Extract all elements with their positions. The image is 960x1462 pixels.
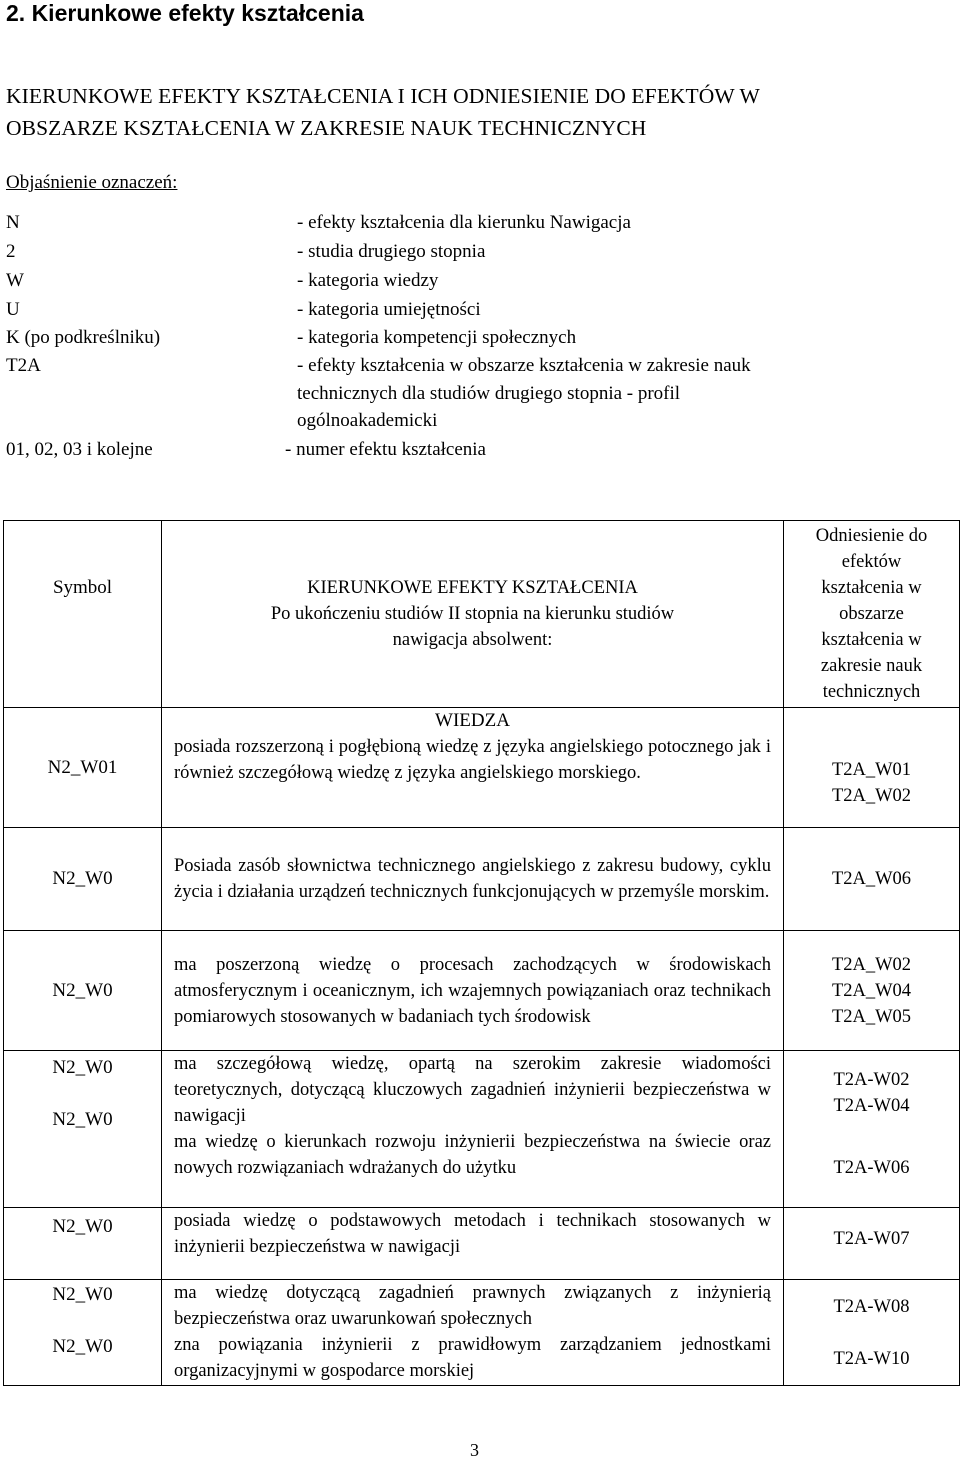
legend-key-k: K (po podkreślniku) (6, 327, 161, 348)
header-ref-line-1: Odniesienie do (815, 526, 928, 546)
symbol-text: N2_W0 (52, 1109, 113, 1130)
reference-text: T2A-W04 (833, 1096, 910, 1116)
row-reference (784, 708, 960, 828)
row-reference (784, 1280, 960, 1386)
description-text: Posiada zasób słownictwa technicznego angielskiego z zakresu budowy, cyklu życia i działania urządzeń technicznych funkcjonujących w przemyśle morskim. (174, 856, 771, 902)
header-ref-line-4: obszarze (839, 604, 904, 624)
symbol-text: N2_W0 (52, 1216, 113, 1237)
reference-text: T2A_W01 (831, 759, 912, 780)
explanation-label: Objaśnienie oznaczeń: (6, 172, 178, 193)
row-symbol (4, 828, 162, 931)
page-number: 3 (470, 1440, 479, 1460)
document-title-line-2: OBSZARZE KSZTAŁCENIA W ZAKRESIE NAUK TECHNICZNYCH (6, 116, 647, 140)
description-text: ma wiedzę o kierunkach rozwoju inżynierii bezpieczeństwa na świecie oraz nowych rozwiązaniach wdrażanych do użytku (174, 1132, 771, 1178)
row-description (162, 931, 784, 1051)
reference-text: T2A-W08 (833, 1297, 910, 1317)
legend-value-t2a: - efekty kształcenia w obszarze kształcenia w zakresie nauk (297, 355, 751, 376)
table-header-row (4, 521, 960, 708)
legend-key-t2a: T2A (6, 355, 41, 376)
symbol-text: N2_W0 (52, 868, 113, 889)
row-reference (784, 1208, 960, 1280)
legend-key-u: U (6, 299, 20, 320)
row-symbol (4, 1280, 162, 1386)
header-ref-line-5: kształcenia w (821, 630, 922, 650)
description-text: posiada rozszerzoną i pogłębioną wiedzę z języka angielskiego potocznego jak i również szczegółową wiedzę z języka angielskiego morskiego. (174, 737, 771, 783)
header-description (162, 521, 784, 708)
category-wiedza: WIEDZA (435, 710, 510, 731)
legend-value-2: - studia drugiego stopnia (297, 241, 486, 262)
description-text: posiada wiedzę o podstawowych metodach i technikach stosowanych w inżynierii bezpieczeństwa w nawigacji (174, 1211, 771, 1257)
legend-value-u: - kategoria umiejętności (297, 299, 481, 320)
header-reference (784, 521, 960, 708)
section-heading: 2. Kierunkowe efekty kształcenia (6, 0, 364, 26)
row-description (162, 708, 784, 828)
symbol-text: N2_W0 (52, 1284, 113, 1305)
row-description (162, 1051, 784, 1208)
table-row (4, 931, 960, 1051)
header-desc-line-1: KIERUNKOWE EFEKTY KSZTAŁCENIA (307, 578, 638, 598)
document-title-line-1: KIERUNKOWE EFEKTY KSZTAŁCENIA I ICH ODNIESIENIE DO EFEKTÓW W (6, 84, 760, 108)
legend-key-w: W (6, 270, 24, 291)
row-symbol (4, 1051, 162, 1208)
symbol-text: N2_W01 (47, 756, 118, 778)
header-ref-line-2: efektów (841, 552, 902, 572)
table-row (4, 1280, 960, 1386)
row-description (162, 828, 784, 931)
legend-value-numbers: - numer efektu kształcenia (285, 439, 486, 460)
row-reference (784, 828, 960, 931)
description-text: zna powiązania inżynierii z prawidłowym zarządzaniem jednostkami organizacyjnymi w gospodarce morskiej (174, 1335, 771, 1381)
description-text: ma poszerzoną wiedzę o procesach zachodzących w środowiskach atmosferycznym i oceanicznym, ich wzajemnych powiązaniach oraz technikach pomiarowych stosowanych w badaniach tych środowisk (174, 954, 771, 1027)
header-ref-line-3: kształcenia w (821, 578, 922, 598)
reference-text: T2A-W10 (833, 1349, 910, 1369)
description-text: ma szczegółową wiedzę, opartą na szerokim zakresie wiadomości teoretycznych, dotyczącą kluczowych zagadnień inżynierii bezpieczeństwa w nawigacji (174, 1054, 771, 1126)
legend-value-t2a-line-3: ogólnoakademicki (297, 410, 438, 431)
reference-text: T2A_W05 (831, 1006, 912, 1027)
symbol-text: N2_W0 (52, 1336, 113, 1357)
row-reference (784, 931, 960, 1051)
legend-key-numbers: 01, 02, 03 i kolejne (6, 439, 153, 460)
header-symbol (4, 521, 162, 708)
row-symbol (4, 708, 162, 828)
header-desc-line-3: nawigacja absolwent: (392, 630, 553, 650)
header-desc-line-2: Po ukończeniu studiów II stopnia na kierunku studiów (270, 604, 675, 624)
reference-text: T2A-W06 (833, 1158, 910, 1178)
reference-text: T2A-W02 (833, 1070, 910, 1090)
row-reference (784, 1051, 960, 1208)
header-ref-line-6: zakresie nauk (820, 656, 923, 676)
legend-key-n: N (6, 212, 20, 233)
symbol-text: N2_W0 (52, 979, 113, 1001)
legend-value-k: - kategoria kompetencji społecznych (297, 327, 577, 348)
legend-value-n: - efekty kształcenia dla kierunku Nawigacja (297, 212, 631, 233)
reference-text: T2A_W04 (831, 980, 912, 1001)
table-row (4, 708, 960, 828)
row-symbol (4, 1208, 162, 1280)
legend-value-t2a-line-2: technicznych dla studiów drugiego stopnia - profil (297, 383, 681, 404)
legend-key-2: 2 (6, 241, 16, 262)
reference-text: T2A_W02 (831, 785, 912, 806)
legend-value-w: - kategoria wiedzy (297, 270, 439, 291)
effects-table (3, 520, 960, 1386)
description-text: ma wiedzę dotyczącą zagadnień prawnych związanych z inżynierią bezpieczeństwa oraz uwarunkowań społecznych (174, 1283, 771, 1329)
table-row (4, 1208, 960, 1280)
row-description (162, 1280, 784, 1386)
reference-text: T2A_W06 (831, 869, 912, 889)
row-symbol (4, 931, 162, 1051)
symbol-text: N2_W0 (52, 1057, 113, 1078)
header-symbol-label: Symbol (52, 577, 113, 598)
reference-text: T2A-W07 (833, 1229, 910, 1249)
table-row (4, 1051, 960, 1208)
table-row (4, 828, 960, 931)
row-description (162, 1208, 784, 1280)
header-ref-line-7: technicznych (822, 682, 921, 702)
reference-text: T2A_W02 (831, 954, 912, 975)
